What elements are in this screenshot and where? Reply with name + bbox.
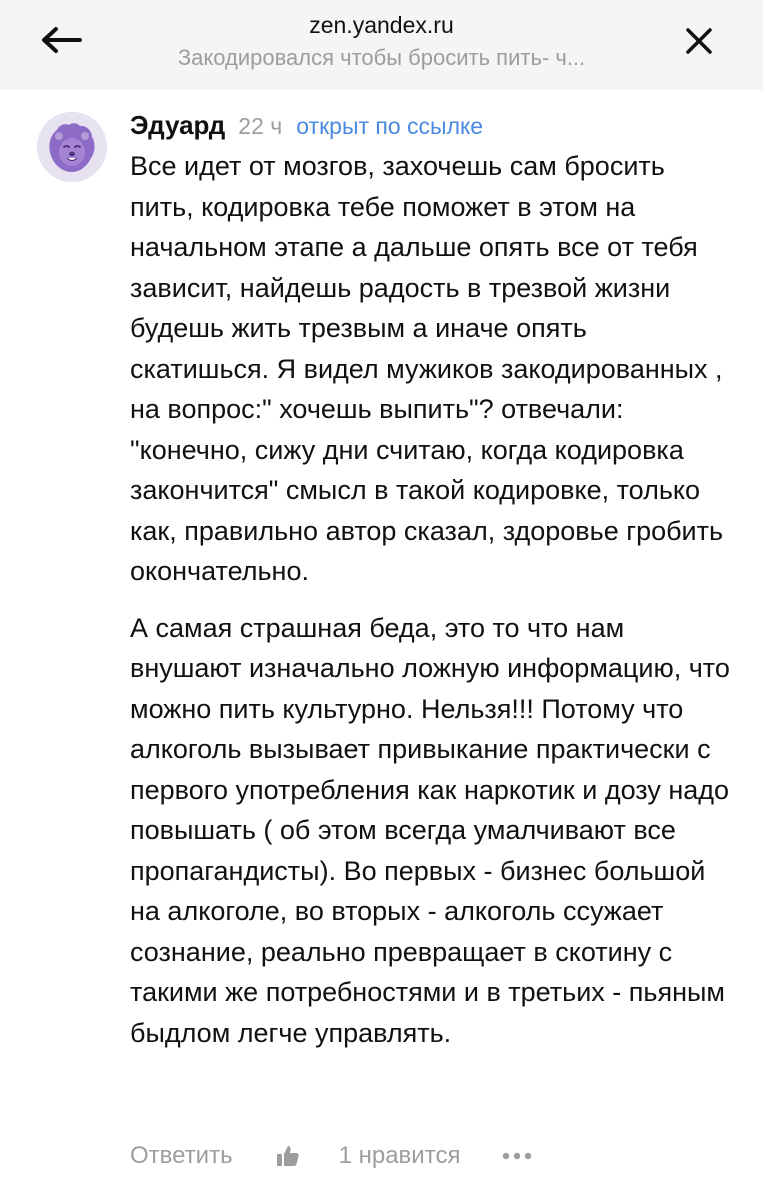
- comment-paragraph: А самая страшная беда, это то что нам внушают изначально ложную информацию, что можно пить культурно. Нельзя!!! Потому что алкоголь вызывает привыкание практически с первого употребления как наркотик и дозу надо повышать ( об этом всегда умалчивают все пропагандисты). Во первых - бизнес большой на алкоголе, во вторых - алкоголь ссужает сознание, реально превращает в скотину с такими же потребностями и в третьих - пьяным быдлом легче управлять.: [130, 612, 730, 1048]
- lion-avatar-icon: [37, 112, 107, 182]
- more-dots-icon: [501, 1151, 533, 1161]
- page-domain: zen.yandex.ru: [309, 12, 454, 38]
- close-button[interactable]: [676, 18, 722, 64]
- comment-paragraph: Все идет от мозгов, захочешь сам бросить пить, кодировка тебе поможет в этом на начальном этапе а дальше опять все от тебя зависит, найдешь радость в трезвой жизни будешь жить трезвым а иначе опять скатишься. Я видел мужиков закодированных , на вопрос:" хочешь выпить"? отвечали: "конечно, сижу дни считаю, когда кодировка закончится" смысл в такой кодировке, только как, правильно автор сказал, здоровье гробить окончательно.: [130, 151, 724, 586]
- comment-time: 22 ч: [238, 113, 283, 139]
- author-name[interactable]: Эдуард: [130, 110, 226, 140]
- likes-count[interactable]: 1 нравится: [338, 1142, 461, 1169]
- opened-by-link-label: открыт по ссылке: [296, 113, 484, 139]
- thumbs-up-icon: [275, 1143, 301, 1169]
- comment-actions: [130, 1136, 534, 1176]
- close-icon: [685, 27, 713, 55]
- top-bar: [0, 0, 763, 90]
- more-button[interactable]: [500, 1141, 534, 1171]
- page-subtitle: Закодировался чтобы бросить пить- ч...: [177, 45, 586, 70]
- comment-header: [130, 110, 483, 144]
- comment-text: [130, 146, 730, 1053]
- reply-button[interactable]: Ответить: [130, 1142, 233, 1169]
- avatar[interactable]: [37, 112, 107, 182]
- like-button[interactable]: [273, 1141, 303, 1171]
